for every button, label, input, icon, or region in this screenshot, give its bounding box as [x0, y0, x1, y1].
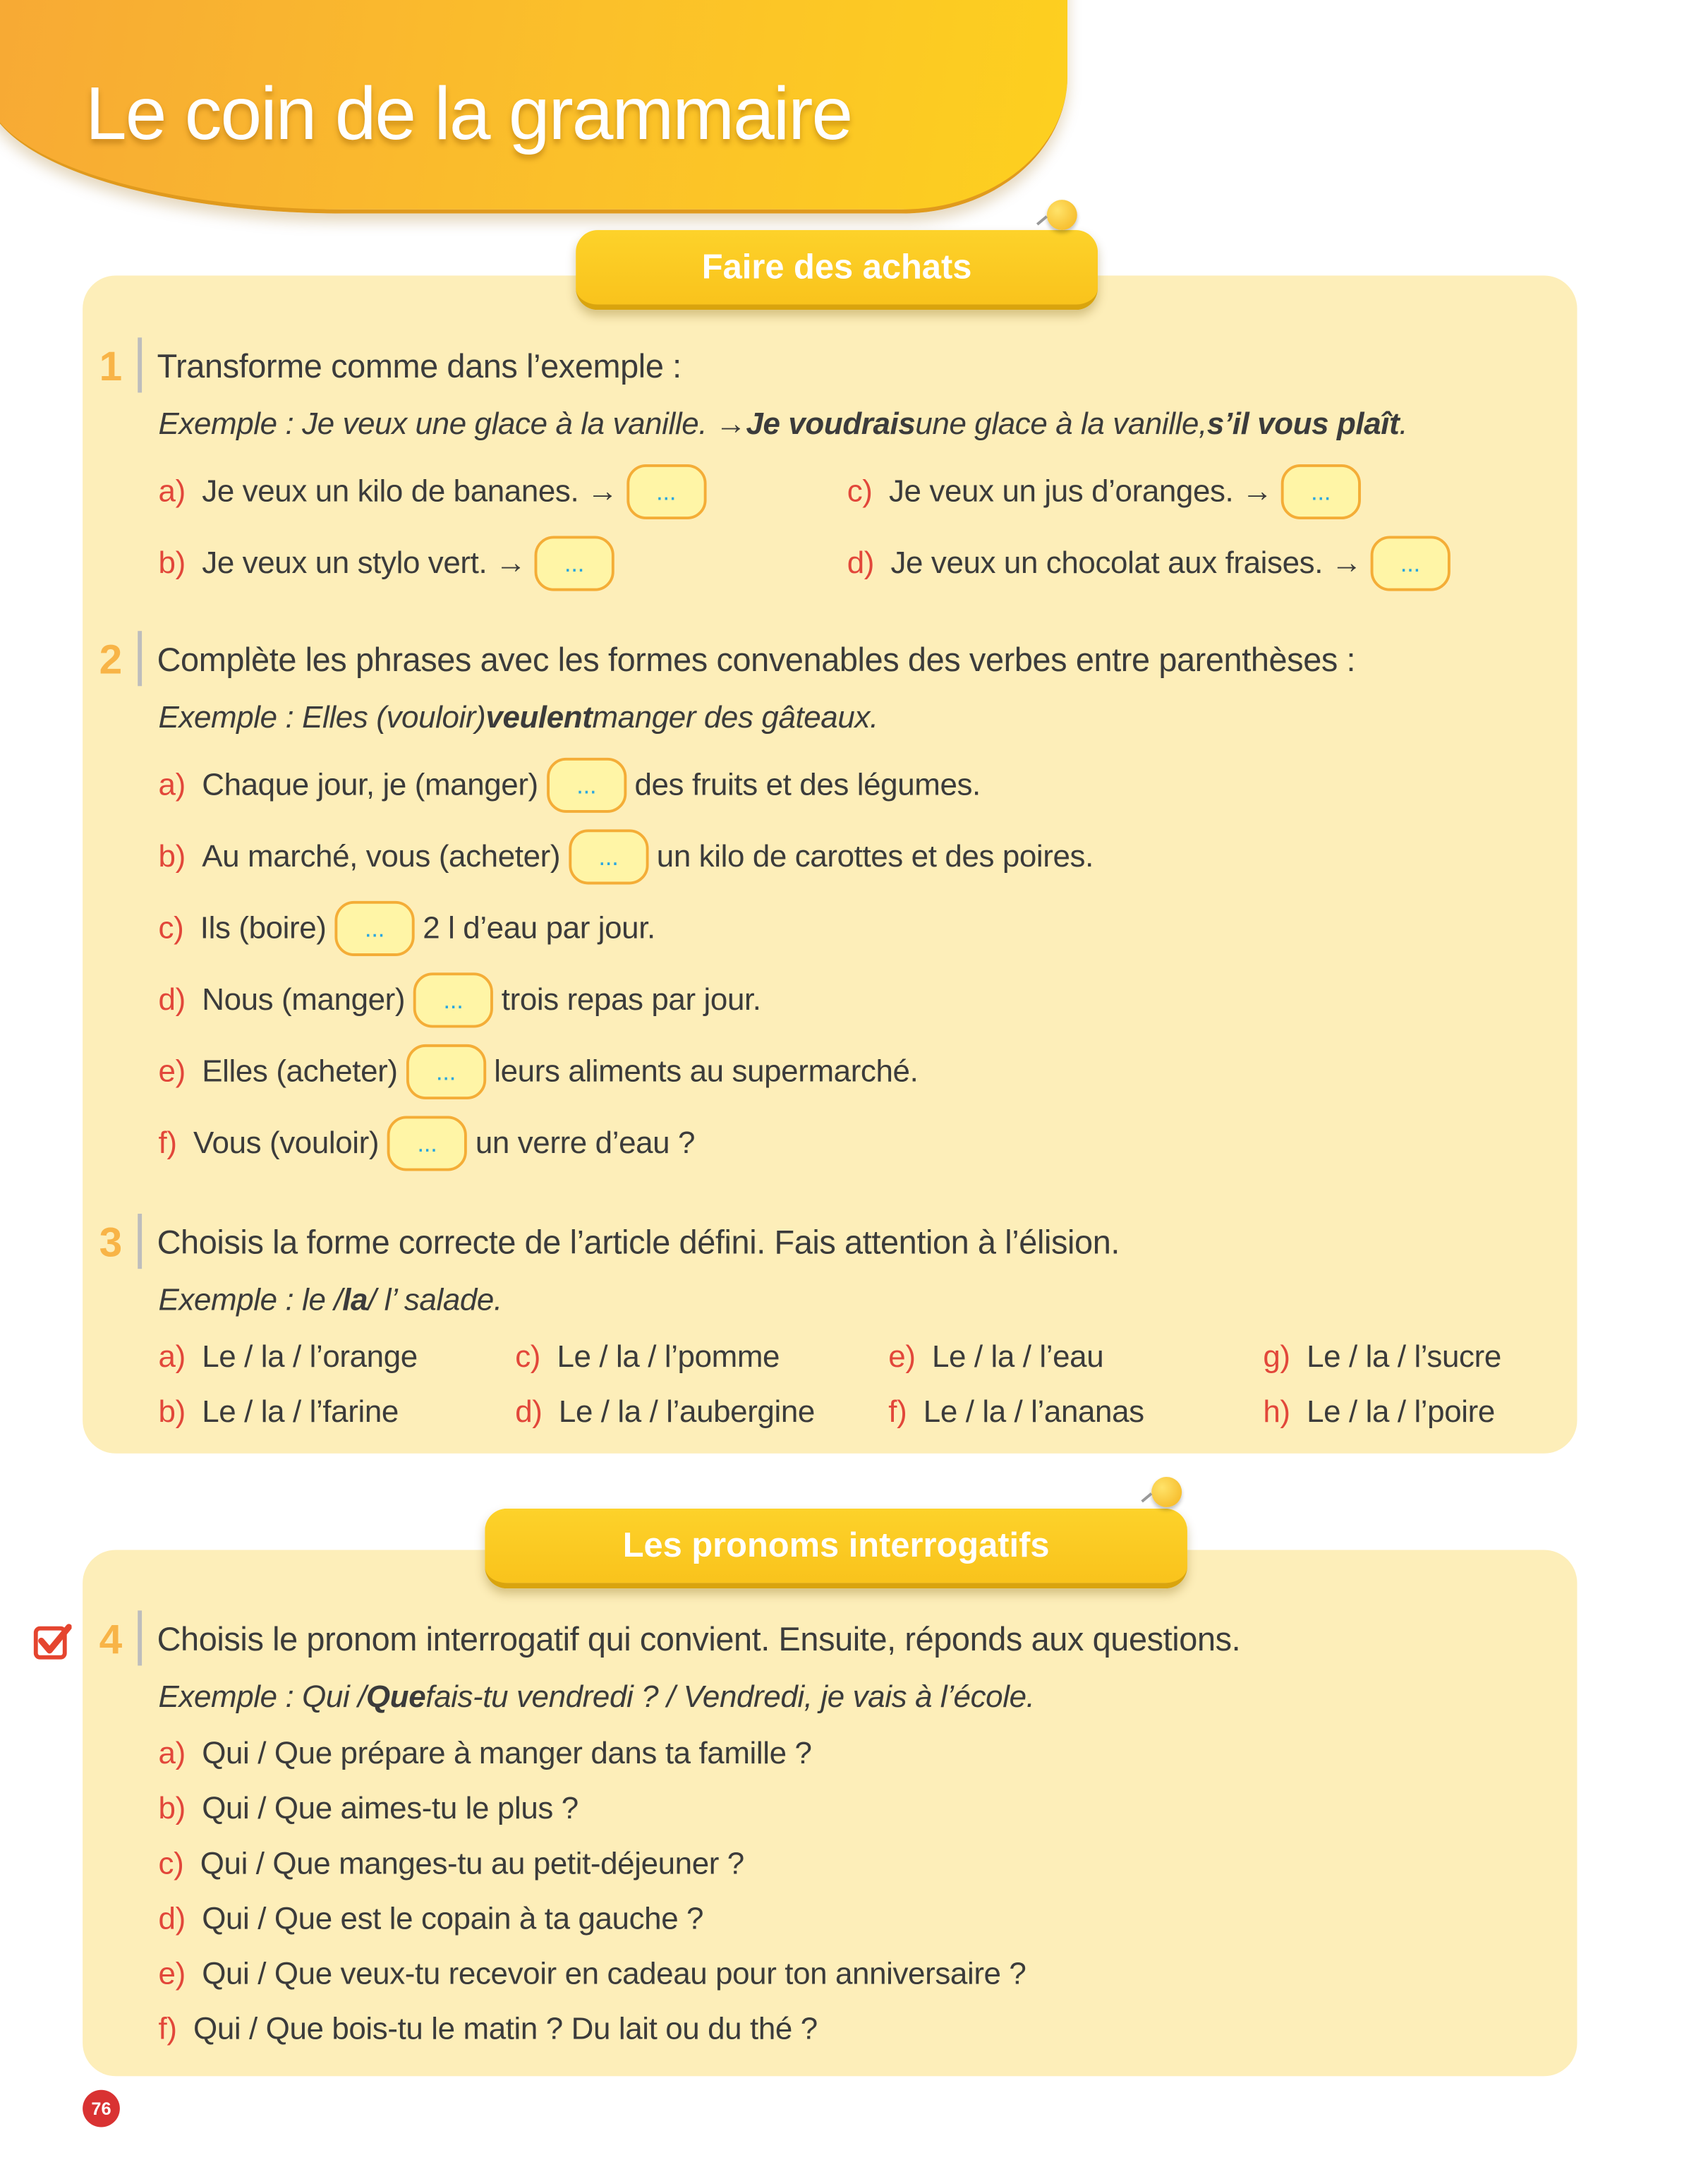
divider — [138, 631, 142, 686]
answer-box[interactable]: ... — [413, 972, 493, 1027]
list-item: d) Je veux un chocolat aux fraises. → ... — [847, 536, 1458, 591]
list-item: f) Qui / Que bois-tu le matin ? Du lait ou du thé ? — [158, 2011, 818, 2046]
section-tab-pronoms — [485, 1509, 1187, 1588]
exercise-example: Exemple : Je veux une glace à la vanille. → Je voudrais une glace à la vanille, s’il vous plaît . — [158, 406, 1408, 441]
page-title: Le coin de la grammaire — [85, 73, 852, 156]
exercise-instruction: Complète les phrases avec les formes convenables des verbes entre parenthèses : — [157, 641, 1356, 680]
answer-box[interactable]: ... — [334, 901, 414, 956]
choice-item[interactable]: f) Le / la / l’ananas — [888, 1394, 1144, 1429]
choice-item[interactable]: d) Le / la / l’aubergine — [515, 1394, 815, 1429]
list-item: c) Qui / Que manges-tu au petit-déjeuner ? — [158, 1846, 744, 1881]
list-item: a) Chaque jour, je (manger) ... des fruits et des légumes. — [159, 758, 981, 813]
exercise-number: 1 — [99, 344, 123, 390]
list-item: e) Elles (acheter) ... leurs aliments au supermarché. — [159, 1044, 919, 1099]
answer-box[interactable]: ... — [387, 1116, 467, 1171]
answer-box[interactable]: ... — [534, 536, 614, 591]
answer-box[interactable]: ... — [547, 758, 626, 813]
list-item: d) Qui / Que est le copain à ta gauche ? — [158, 1901, 704, 1936]
list-item: f) Vous (vouloir) ... un verre d’eau ? — [159, 1116, 696, 1171]
list-item: b) Je veux un stylo vert. → ... — [159, 536, 623, 591]
list-item: a) Qui / Que prépare à manger dans ta famille ? — [158, 1736, 812, 1770]
list-item: c) Je veux un jus d’oranges. → ... — [847, 464, 1369, 519]
choice-item[interactable]: b) Le / la / l’farine — [158, 1394, 399, 1429]
exercise-example: Exemple : Qui / Que fais-tu vendredi ? / Vendredi, je vais à l’école. — [158, 1679, 1035, 1714]
answer-box[interactable]: ... — [406, 1044, 485, 1099]
answer-box[interactable]: ... — [626, 464, 705, 519]
list-item: c) Ils (boire) ... 2 l d’eau par jour. — [159, 901, 655, 956]
divider — [138, 337, 142, 392]
exercise-instruction: Choisis le pronom interrogatif qui convient. Ensuite, réponds aux questions. — [157, 1621, 1241, 1659]
answer-box[interactable]: ... — [569, 829, 648, 884]
list-item: e) Qui / Que veux-tu recevoir en cadeau pour ton anniversaire ? — [158, 1956, 1026, 1991]
exercise-example: Exemple : le / la / l’ salade. — [158, 1282, 502, 1317]
choice-item[interactable]: h) Le / la / l’poire — [1263, 1394, 1495, 1429]
list-item: b) Au marché, vous (acheter) ... un kilo de carottes et des poires. — [159, 829, 1094, 884]
pushpin-icon — [1151, 1477, 1182, 1507]
exercise-instruction: Choisis la forme correcte de l’article défini. Fais attention à l’élision. — [157, 1224, 1120, 1262]
answer-box[interactable]: ... — [1370, 536, 1450, 591]
choice-item[interactable]: e) Le / la / l’eau — [888, 1339, 1104, 1374]
choice-item[interactable]: c) Le / la / l’pomme — [515, 1339, 780, 1374]
exercise-instruction: Transforme comme dans l’exemple : — [157, 348, 682, 386]
divider — [138, 1214, 142, 1269]
page-number: 76 — [83, 2090, 120, 2127]
list-item: a) Je veux un kilo de bananes. → ... — [159, 464, 715, 519]
checkbox-checked-icon — [33, 1622, 72, 1660]
pushpin-icon — [1047, 200, 1077, 230]
exercise-example: Exemple : Elles (vouloir) veulent manger des gâteaux. — [158, 699, 878, 735]
exercise-number: 2 — [99, 637, 123, 684]
list-item: b) Qui / Que aimes-tu le plus ? — [158, 1791, 579, 1825]
section-tab-label: Faire des achats — [701, 247, 972, 286]
choice-item[interactable]: a) Le / la / l’orange — [158, 1339, 418, 1374]
answer-box[interactable]: ... — [1280, 464, 1360, 519]
list-item: d) Nous (manger) ... trois repas par jour. — [159, 972, 761, 1027]
section-tab-achats — [576, 230, 1098, 310]
choice-item[interactable]: g) Le / la / l’sucre — [1263, 1339, 1501, 1374]
exercise-number: 4 — [99, 1617, 123, 1663]
exercise-number: 3 — [99, 1220, 123, 1267]
section-tab-label: Les pronoms interrogatifs — [622, 1526, 1050, 1564]
divider — [138, 1610, 142, 1665]
